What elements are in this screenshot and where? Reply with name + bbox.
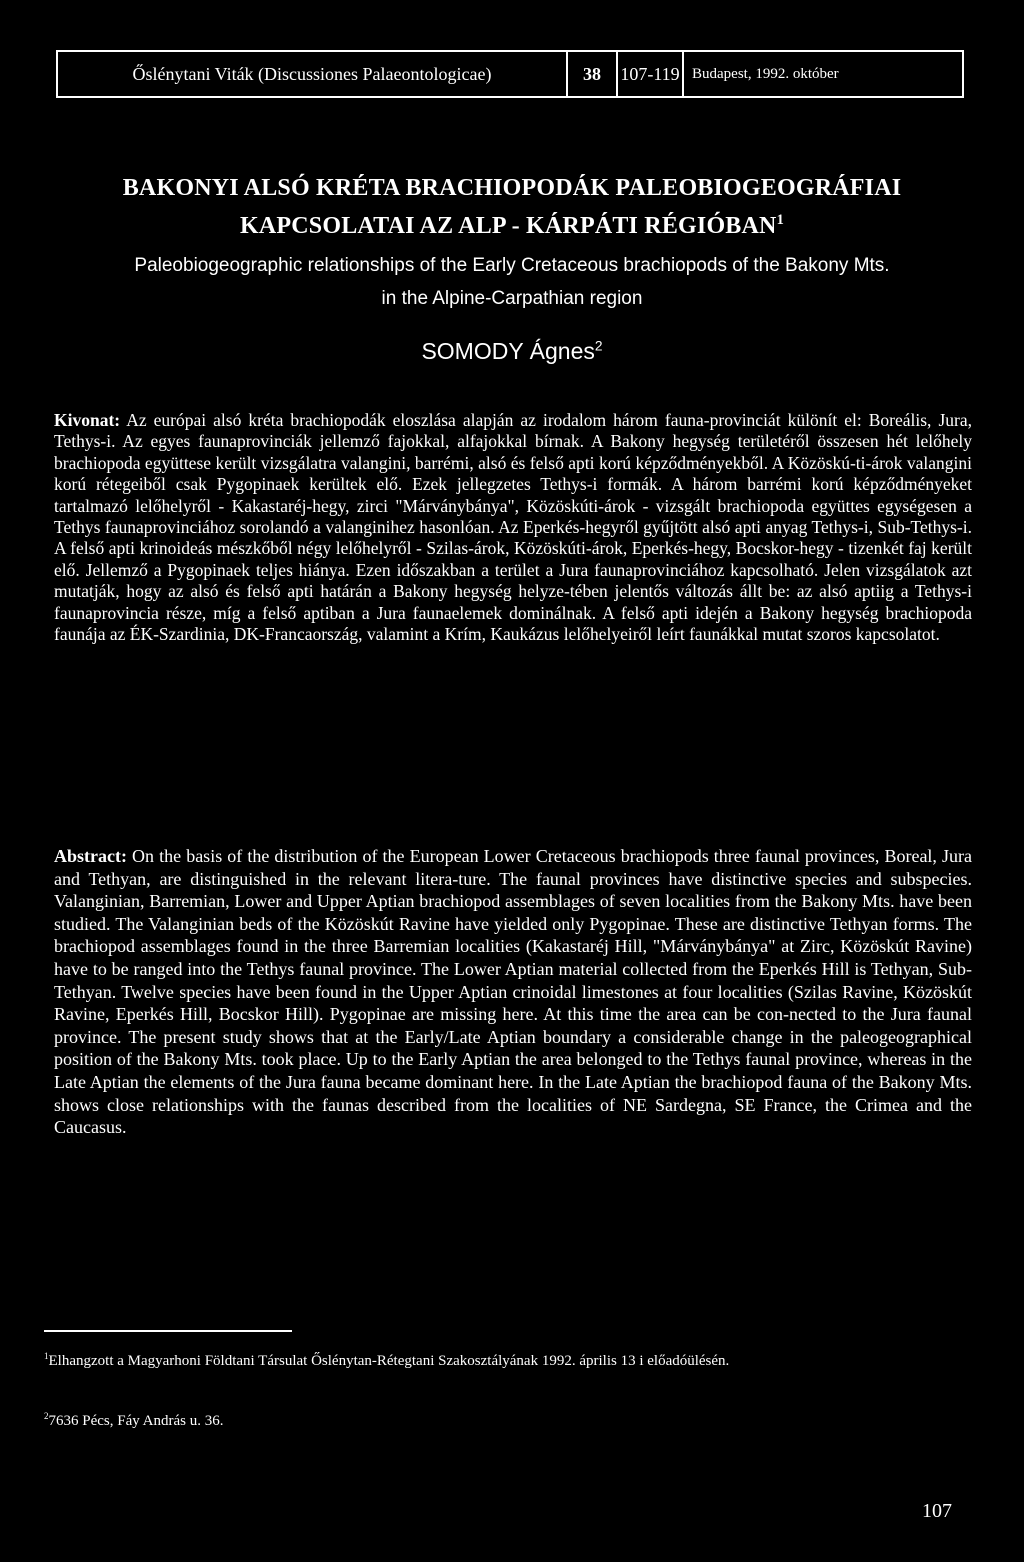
english-subtitle-line-1: Paleobiogeographic relationships of the Early Cretaceous brachiopods of the Bakony Mts. <box>134 255 890 276</box>
journal-pages: 107-119 <box>618 52 684 96</box>
footnote-2 <box>44 1410 972 1432</box>
footnote-1 <box>44 1350 972 1372</box>
footnote-marker-2: 2 <box>594 338 603 354</box>
english-abstract-label: Abstract: <box>54 846 127 866</box>
english-abstract-text: On the basis of the distribution of the European Lower Cretaceous brachiopods three faunal provinces, Boreal, Jura and Tethyan, are distinguished in the relevant litera-ture. The faunal provinces have distinctive species and subspecies. Valanginian, Barremian, Lower and Upper Aptian brachiopod assemblages of seven localities from the Bakony Mts. have been studied. The Valanginian beds of the Közöskút Ravine have yielded only Pygopinae. These are distinctive Tethyan forms. The brachiopod assemblages found in the three Barremian localities (Kakastaréj Hill, "Márványbánya" at Zirc, Közöskút Ravine) have to be ranged into the Tethys faunal province. The Lower Aptian material collected from the Eperkés Hill is Tethyan, Sub-Tethyan. Twelve species have been found in the Upper Aptian crinoidal limestones at four localities (Szilas Ravine, Közöskút Ravine, Eperkés Hill, Bocskor Hill). Pygopinae are missing here. At this time the area can be con-nected to the Jura faunal province. The present study shows that at the Early/Late Aptian boundary a considerable change in the paleogeographical position of the Bakony Mts. took place. Up to the Early Aptian the area belonged to the Tethys faunal province, whereas in the Late Aptian the elements of the Jura fauna became dominant here. In the Late Aptian the brachiopod fauna of the Bakony Mts. shows close relationships with the faunas described from the localities of NE Sardegna, SE France, the Crimea and the Caucasus. <box>54 846 972 1138</box>
page-number: 107 <box>922 1500 952 1522</box>
footnote-1-marker: 1 <box>44 1351 49 1361</box>
article-title-line-1: BAKONYI ALSÓ KRÉTA BRACHIOPODÁK PALEOBIOGEOGRÁFIAI <box>122 175 902 201</box>
footnote-1-text: Elhangzott a Magyarhoni Földtani Társulat Őslénytan-Rétegtani Szakosztályának 1992. április 13 i előadóülésén. <box>48 1353 730 1369</box>
hungarian-abstract <box>54 410 972 645</box>
author <box>40 338 984 365</box>
article-title-line-2 <box>40 213 984 240</box>
english-subtitle-line-2: in the Alpine-Carpathian region <box>381 288 643 309</box>
journal-header <box>56 50 964 98</box>
english-abstract <box>54 845 972 1139</box>
footnote-2-text: 7636 Pécs, Fáy András u. 36. <box>48 1413 224 1429</box>
journal-title: Őslénytani Viták (Discussiones Palaeontologicae) <box>58 52 568 96</box>
journal-volume: 38 <box>568 52 618 96</box>
article-title-line-2-text: KAPCSOLATAI AZ ALP - KÁRPÁTI RÉGIÓBAN <box>240 213 777 239</box>
publication-place-date: Budapest, 1992. október <box>692 65 839 82</box>
footnote-marker-1: 1 <box>776 212 784 228</box>
footnote-2-marker: 2 <box>44 1411 49 1421</box>
footnote-divider <box>44 1330 292 1332</box>
author-name: SOMODY Ágnes <box>421 338 595 364</box>
hungarian-abstract-label: Kivonat: <box>54 410 121 430</box>
hungarian-abstract-text: Az európai alsó kréta brachiopodák eloszlása alapján az irodalom három fauna-provinciát különít el: Boreális, Jura, Tethys-i. Az egyes faunaprovinciák jellemző fajokkal, alfajokkal bírnak. A Bakony hegység területéről összesen hét lelőhely brachiopoda együttese került vizsgálatra valangini, barrémi, alsó és felső apti korú képződményekből. A Közöskú-ti-árok valangini korú rétegeiből csak Pygopinaek kerültek elő. Ezek jellegzetes Tethys-i formák. A három barrémi korú képződményeket tartalmazó lelőhelyről - Kakastaréj-hegy, zirci "Márványbánya", Közöskúti-árok - vizsgált brachiopoda együttes egységesen a Tethys faunaprovinciához sorolandó a valanginihez hasonlóan. Az Eperkés-hegyről gyűjtött alsó apti anyag Tethys-i, Sub-Tethys-i. A felső apti krinoideás mészkőből négy lelőhelyről - Szilas-árok, Közöskúti-árok, Eperkés-hegy, Bocskor-hegy - tizenkét faj került elő. Jellemző a Pygopinaek teljes hiánya. Ezen időszakban a terület a Jura faunaprovinciához kapcsolható. Jelen vizsgálatok azt mutatják, hogy az alsó és felső apti határán a Bakony hegység helyze-tében jelentős változás állt be: az alsó aptiig a Tethys-i faunaprovincia része, míg a felső aptiban a Jura faunaelemek dominálnak. A felső apti idején a Bakony hegység brachiopoda faunája az ÉK-Szardinia, DK-Francaország, valamint a Krím, Kaukázus lelőhelyeiről leírt faunákkal mutat szoros kapcsolatot. <box>54 410 972 645</box>
